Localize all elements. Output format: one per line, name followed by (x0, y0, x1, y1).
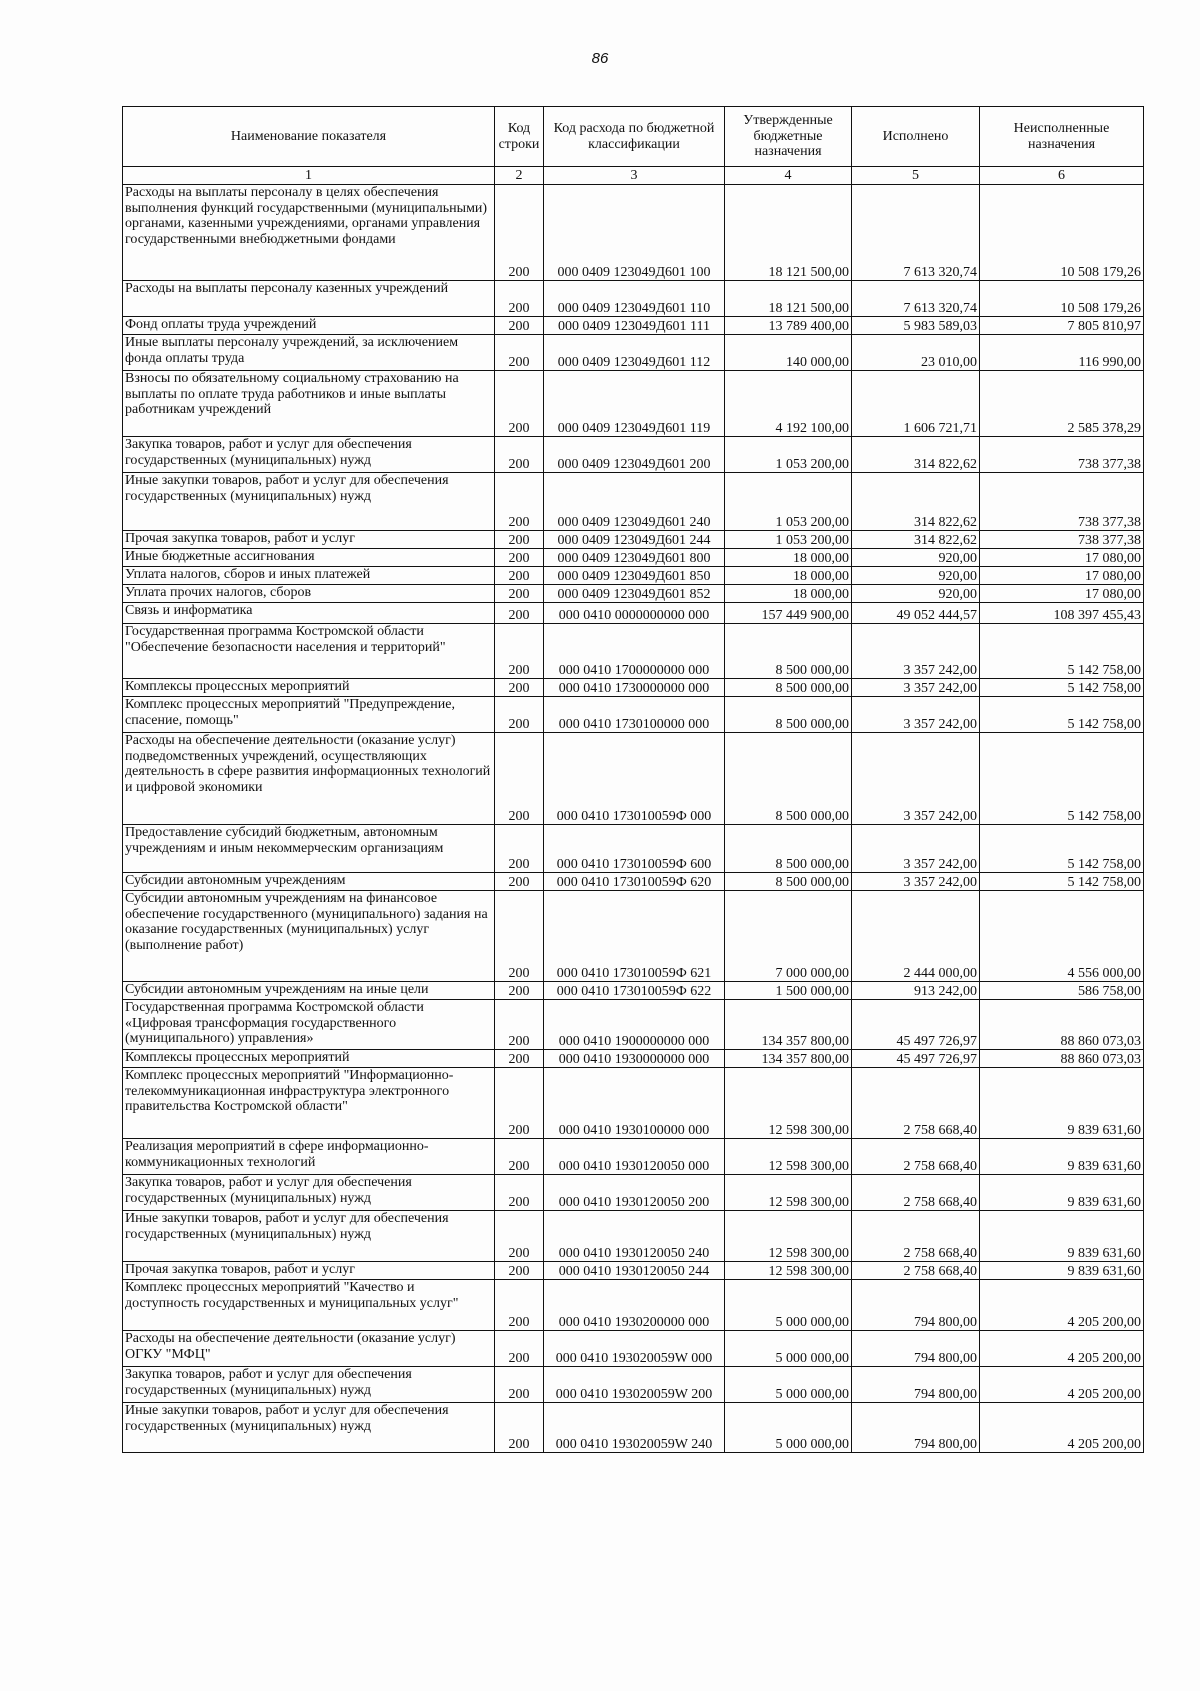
cell-name: Уплата налогов, сборов и иных платежей (123, 567, 495, 585)
cell-approved: 18 000,00 (725, 585, 852, 603)
cell-budget-code: 000 0410 1700000000 000 (544, 624, 725, 679)
table-row (123, 873, 1144, 891)
cell-name: Государственная программа Костромской области "Обеспечение безопасности населения и территорий" (123, 624, 495, 679)
table-row (123, 585, 1144, 603)
cell-budget-code: 000 0409 123049Д601 200 (544, 437, 725, 473)
cell-executed: 45 497 726,97 (852, 1050, 980, 1068)
cell-line-code: 200 (495, 697, 544, 733)
cell-executed: 2 758 668,40 (852, 1139, 980, 1175)
cell-executed: 5 983 589,03 (852, 317, 980, 335)
column-number-row (123, 167, 1144, 185)
cell-line-code: 200 (495, 679, 544, 697)
cell-approved: 5 000 000,00 (725, 1403, 852, 1453)
cell-line-code: 200 (495, 982, 544, 1000)
cell-approved: 18 121 500,00 (725, 185, 852, 281)
cell-unexecuted: 17 080,00 (980, 567, 1144, 585)
cell-executed: 3 357 242,00 (852, 873, 980, 891)
table-row (123, 317, 1144, 335)
cell-unexecuted: 10 508 179,26 (980, 281, 1144, 317)
table-row (123, 281, 1144, 317)
cell-executed: 1 606 721,71 (852, 371, 980, 437)
cell-line-code: 200 (495, 733, 544, 825)
cell-budget-code: 000 0410 1730100000 000 (544, 697, 725, 733)
cell-executed: 314 822,62 (852, 531, 980, 549)
cell-name: Иные закупки товаров, работ и услуг для обеспечения государственных (муниципальных) нужд (123, 1403, 495, 1453)
cell-executed: 3 357 242,00 (852, 825, 980, 873)
cell-line-code: 200 (495, 585, 544, 603)
table-row (123, 1139, 1144, 1175)
cell-budget-code: 000 0410 193020059W 240 (544, 1403, 725, 1453)
table-row (123, 603, 1144, 624)
cell-unexecuted: 5 142 758,00 (980, 825, 1144, 873)
cell-approved: 8 500 000,00 (725, 733, 852, 825)
cell-unexecuted: 5 142 758,00 (980, 697, 1144, 733)
cell-unexecuted: 738 377,38 (980, 437, 1144, 473)
cell-unexecuted: 4 556 000,00 (980, 891, 1144, 982)
cell-executed: 3 357 242,00 (852, 733, 980, 825)
cell-approved: 140 000,00 (725, 335, 852, 371)
cell-approved: 8 500 000,00 (725, 697, 852, 733)
table-row (123, 697, 1144, 733)
cell-approved: 5 000 000,00 (725, 1331, 852, 1367)
table-body (123, 185, 1144, 1453)
cell-executed: 2 758 668,40 (852, 1175, 980, 1211)
cell-line-code: 200 (495, 1139, 544, 1175)
cell-executed: 49 052 444,57 (852, 603, 980, 624)
cell-approved: 8 500 000,00 (725, 679, 852, 697)
table-row (123, 1175, 1144, 1211)
cell-line-code: 200 (495, 335, 544, 371)
cell-line-code: 200 (495, 371, 544, 437)
table-row (123, 437, 1144, 473)
cell-name: Закупка товаров, работ и услуг для обеспечения государственных (муниципальных) нужд (123, 1367, 495, 1403)
cell-budget-code: 000 0410 1930100000 000 (544, 1068, 725, 1139)
column-number: 5 (852, 167, 980, 185)
cell-line-code: 200 (495, 624, 544, 679)
cell-approved: 8 500 000,00 (725, 624, 852, 679)
cell-budget-code: 000 0410 1730000000 000 (544, 679, 725, 697)
cell-name: Расходы на обеспечение деятельности (оказание услуг) ОГКУ "МФЦ" (123, 1331, 495, 1367)
cell-approved: 134 357 800,00 (725, 1000, 852, 1050)
table-row (123, 825, 1144, 873)
cell-budget-code: 000 0410 173010059Ф 000 (544, 733, 725, 825)
cell-executed: 45 497 726,97 (852, 1000, 980, 1050)
header-executed: Исполнено (852, 107, 980, 167)
page-number: 86 (591, 50, 609, 67)
table-row (123, 473, 1144, 531)
cell-name: Субсидии автономным учреждениям (123, 873, 495, 891)
cell-executed: 794 800,00 (852, 1331, 980, 1367)
cell-executed: 2 444 000,00 (852, 891, 980, 982)
cell-approved: 18 000,00 (725, 567, 852, 585)
cell-unexecuted: 88 860 073,03 (980, 1000, 1144, 1050)
cell-line-code: 200 (495, 891, 544, 982)
cell-unexecuted: 17 080,00 (980, 549, 1144, 567)
cell-executed: 794 800,00 (852, 1280, 980, 1331)
table-row (123, 567, 1144, 585)
cell-line-code: 200 (495, 1280, 544, 1331)
table-row (123, 1211, 1144, 1262)
cell-name: Субсидии автономным учреждениям на иные цели (123, 982, 495, 1000)
cell-unexecuted: 5 142 758,00 (980, 679, 1144, 697)
cell-executed: 7 613 320,74 (852, 185, 980, 281)
cell-executed: 2 758 668,40 (852, 1262, 980, 1280)
header-row (123, 107, 1144, 167)
cell-name: Комплексы процессных мероприятий (123, 1050, 495, 1068)
table-row (123, 1280, 1144, 1331)
cell-executed: 314 822,62 (852, 437, 980, 473)
cell-line-code: 200 (495, 1331, 544, 1367)
table-row (123, 531, 1144, 549)
table-row (123, 982, 1144, 1000)
cell-budget-code: 000 0410 173010059Ф 600 (544, 825, 725, 873)
cell-unexecuted: 5 142 758,00 (980, 624, 1144, 679)
cell-unexecuted: 116 990,00 (980, 335, 1144, 371)
cell-budget-code: 000 0410 1930120050 200 (544, 1175, 725, 1211)
cell-unexecuted: 9 839 631,60 (980, 1175, 1144, 1211)
cell-approved: 1 053 200,00 (725, 437, 852, 473)
cell-unexecuted: 4 205 200,00 (980, 1367, 1144, 1403)
cell-unexecuted: 738 377,38 (980, 531, 1144, 549)
cell-approved: 134 357 800,00 (725, 1050, 852, 1068)
cell-executed: 920,00 (852, 549, 980, 567)
cell-line-code: 200 (495, 549, 544, 567)
cell-name: Фонд оплаты труда учреждений (123, 317, 495, 335)
table-row (123, 679, 1144, 697)
cell-executed: 3 357 242,00 (852, 697, 980, 733)
cell-budget-code: 000 0410 173010059Ф 622 (544, 982, 725, 1000)
table-row (123, 891, 1144, 982)
table-row (123, 1331, 1144, 1367)
cell-line-code: 200 (495, 437, 544, 473)
cell-budget-code: 000 0409 123049Д601 850 (544, 567, 725, 585)
budget-execution-table (122, 106, 1144, 1453)
cell-executed: 794 800,00 (852, 1403, 980, 1453)
cell-budget-code: 000 0410 1930120050 244 (544, 1262, 725, 1280)
cell-name: Комплексы процессных мероприятий (123, 679, 495, 697)
column-number: 4 (725, 167, 852, 185)
cell-name: Комплекс процессных мероприятий "Качество и доступность государственных и муниципальных услуг" (123, 1280, 495, 1331)
table-row (123, 1403, 1144, 1453)
cell-approved: 7 000 000,00 (725, 891, 852, 982)
cell-line-code: 200 (495, 825, 544, 873)
column-number: 3 (544, 167, 725, 185)
table-row (123, 185, 1144, 281)
table-row (123, 335, 1144, 371)
cell-line-code: 200 (495, 531, 544, 549)
cell-name: Закупка товаров, работ и услуг для обеспечения государственных (муниципальных) нужд (123, 437, 495, 473)
cell-name: Комплекс процессных мероприятий "Предупреждение, спасение, помощь" (123, 697, 495, 733)
cell-name: Связь и информатика (123, 603, 495, 624)
cell-line-code: 200 (495, 473, 544, 531)
cell-unexecuted: 88 860 073,03 (980, 1050, 1144, 1068)
table-row (123, 371, 1144, 437)
cell-approved: 1 053 200,00 (725, 473, 852, 531)
cell-line-code: 200 (495, 567, 544, 585)
cell-budget-code: 000 0410 1930120050 000 (544, 1139, 725, 1175)
cell-line-code: 200 (495, 1050, 544, 1068)
cell-line-code: 200 (495, 1262, 544, 1280)
cell-unexecuted: 5 142 758,00 (980, 733, 1144, 825)
cell-unexecuted: 17 080,00 (980, 585, 1144, 603)
table-row (123, 1000, 1144, 1050)
cell-executed: 3 357 242,00 (852, 624, 980, 679)
cell-unexecuted: 10 508 179,26 (980, 185, 1144, 281)
cell-budget-code: 000 0410 193020059W 000 (544, 1331, 725, 1367)
cell-name: Иные выплаты персоналу учреждений, за исключением фонда оплаты труда (123, 335, 495, 371)
cell-name: Иные бюджетные ассигнования (123, 549, 495, 567)
cell-line-code: 200 (495, 1175, 544, 1211)
cell-executed: 314 822,62 (852, 473, 980, 531)
cell-name: Прочая закупка товаров, работ и услуг (123, 1262, 495, 1280)
cell-executed: 7 613 320,74 (852, 281, 980, 317)
cell-budget-code: 000 0410 0000000000 000 (544, 603, 725, 624)
cell-unexecuted: 4 205 200,00 (980, 1280, 1144, 1331)
cell-approved: 157 449 900,00 (725, 603, 852, 624)
cell-name: Закупка товаров, работ и услуг для обеспечения государственных (муниципальных) нужд (123, 1175, 495, 1211)
cell-name: Реализация мероприятий в сфере информационно-коммуникационных технологий (123, 1139, 495, 1175)
cell-executed: 3 357 242,00 (852, 679, 980, 697)
cell-budget-code: 000 0410 173010059Ф 620 (544, 873, 725, 891)
cell-name: Предоставление субсидий бюджетным, автономным учреждениям и иным некоммерческим организациям (123, 825, 495, 873)
cell-name: Расходы на выплаты персоналу в целях обеспечения выполнения функций государственными (муниципальными) органами, казенными учреждениями, органами управления государственными внебюджетными фондами (123, 185, 495, 281)
cell-executed: 2 758 668,40 (852, 1211, 980, 1262)
cell-line-code: 200 (495, 1403, 544, 1453)
table-row (123, 1050, 1144, 1068)
cell-name: Комплекс процессных мероприятий "Информационно-телекоммуникационная инфраструктура электронного правительства Костромской области" (123, 1068, 495, 1139)
cell-unexecuted: 7 805 810,97 (980, 317, 1144, 335)
cell-name: Иные закупки товаров, работ и услуг для обеспечения государственных (муниципальных) нужд (123, 473, 495, 531)
cell-approved: 4 192 100,00 (725, 371, 852, 437)
header-unexecuted: Неисполненные назначения (980, 107, 1144, 167)
cell-approved: 5 000 000,00 (725, 1367, 852, 1403)
cell-approved: 12 598 300,00 (725, 1175, 852, 1211)
cell-line-code: 200 (495, 603, 544, 624)
cell-approved: 12 598 300,00 (725, 1068, 852, 1139)
cell-line-code: 200 (495, 1000, 544, 1050)
cell-approved: 12 598 300,00 (725, 1262, 852, 1280)
header-approved: Утвержденные бюджетные назначения (725, 107, 852, 167)
cell-approved: 8 500 000,00 (725, 873, 852, 891)
cell-unexecuted: 586 758,00 (980, 982, 1144, 1000)
column-number: 6 (980, 167, 1144, 185)
cell-line-code: 200 (495, 1211, 544, 1262)
cell-executed: 23 010,00 (852, 335, 980, 371)
cell-unexecuted: 9 839 631,60 (980, 1211, 1144, 1262)
cell-executed: 794 800,00 (852, 1367, 980, 1403)
cell-budget-code: 000 0409 123049Д601 100 (544, 185, 725, 281)
header-line-code: Код строки (495, 107, 544, 167)
cell-budget-code: 000 0409 123049Д601 800 (544, 549, 725, 567)
cell-name: Расходы на обеспечение деятельности (оказание услуг) подведомственных учреждений, осуществляющих деятельность в сфере развития информационных технологий и цифровой экономики (123, 733, 495, 825)
cell-unexecuted: 2 585 378,29 (980, 371, 1144, 437)
cell-approved: 18 121 500,00 (725, 281, 852, 317)
cell-name: Государственная программа Костромской области «Цифровая трансформация государственного (муниципального) управления» (123, 1000, 495, 1050)
cell-unexecuted: 108 397 455,43 (980, 603, 1144, 624)
cell-unexecuted: 9 839 631,60 (980, 1262, 1144, 1280)
cell-budget-code: 000 0410 193020059W 200 (544, 1367, 725, 1403)
cell-name: Прочая закупка товаров, работ и услуг (123, 531, 495, 549)
cell-name: Иные закупки товаров, работ и услуг для обеспечения государственных (муниципальных) нужд (123, 1211, 495, 1262)
column-number: 2 (495, 167, 544, 185)
cell-unexecuted: 4 205 200,00 (980, 1331, 1144, 1367)
cell-executed: 2 758 668,40 (852, 1068, 980, 1139)
cell-budget-code: 000 0409 123049Д601 852 (544, 585, 725, 603)
cell-budget-code: 000 0409 123049Д601 110 (544, 281, 725, 317)
cell-approved: 1 053 200,00 (725, 531, 852, 549)
cell-line-code: 200 (495, 1367, 544, 1403)
cell-approved: 8 500 000,00 (725, 825, 852, 873)
table-row (123, 733, 1144, 825)
header-name: Наименование показателя (123, 107, 495, 167)
cell-executed: 920,00 (852, 585, 980, 603)
cell-unexecuted: 738 377,38 (980, 473, 1144, 531)
cell-budget-code: 000 0409 123049Д601 119 (544, 371, 725, 437)
cell-budget-code: 000 0409 123049Д601 244 (544, 531, 725, 549)
cell-name: Субсидии автономным учреждениям на финансовое обеспечение государственного (муниципального) задания на оказание государственных (муниципальных) услуг (выполнение работ) (123, 891, 495, 982)
table-row (123, 624, 1144, 679)
table-row (123, 1262, 1144, 1280)
cell-budget-code: 000 0410 1930200000 000 (544, 1280, 725, 1331)
cell-unexecuted: 5 142 758,00 (980, 873, 1144, 891)
cell-line-code: 200 (495, 1068, 544, 1139)
cell-unexecuted: 9 839 631,60 (980, 1139, 1144, 1175)
cell-budget-code: 000 0410 1900000000 000 (544, 1000, 725, 1050)
cell-budget-code: 000 0410 173010059Ф 621 (544, 891, 725, 982)
cell-approved: 13 789 400,00 (725, 317, 852, 335)
cell-approved: 18 000,00 (725, 549, 852, 567)
cell-line-code: 200 (495, 317, 544, 335)
column-number: 1 (123, 167, 495, 185)
cell-budget-code: 000 0410 1930000000 000 (544, 1050, 725, 1068)
cell-budget-code: 000 0409 123049Д601 111 (544, 317, 725, 335)
cell-line-code: 200 (495, 185, 544, 281)
cell-budget-code: 000 0409 123049Д601 112 (544, 335, 725, 371)
cell-executed: 913 242,00 (852, 982, 980, 1000)
table-row (123, 549, 1144, 567)
header-budget-code: Код расхода по бюджетной классификации (544, 107, 725, 167)
cell-approved: 5 000 000,00 (725, 1280, 852, 1331)
cell-name: Уплата прочих налогов, сборов (123, 585, 495, 603)
cell-line-code: 200 (495, 281, 544, 317)
table-row (123, 1068, 1144, 1139)
table-row (123, 1367, 1144, 1403)
cell-line-code: 200 (495, 873, 544, 891)
cell-approved: 12 598 300,00 (725, 1139, 852, 1175)
cell-approved: 1 500 000,00 (725, 982, 852, 1000)
cell-name: Расходы на выплаты персоналу казенных учреждений (123, 281, 495, 317)
cell-budget-code: 000 0410 1930120050 240 (544, 1211, 725, 1262)
cell-budget-code: 000 0409 123049Д601 240 (544, 473, 725, 531)
cell-unexecuted: 9 839 631,60 (980, 1068, 1144, 1139)
cell-unexecuted: 4 205 200,00 (980, 1403, 1144, 1453)
cell-executed: 920,00 (852, 567, 980, 585)
cell-name: Взносы по обязательному социальному страхованию на выплаты по оплате труда работников и иные выплаты работникам учреждений (123, 371, 495, 437)
cell-approved: 12 598 300,00 (725, 1211, 852, 1262)
